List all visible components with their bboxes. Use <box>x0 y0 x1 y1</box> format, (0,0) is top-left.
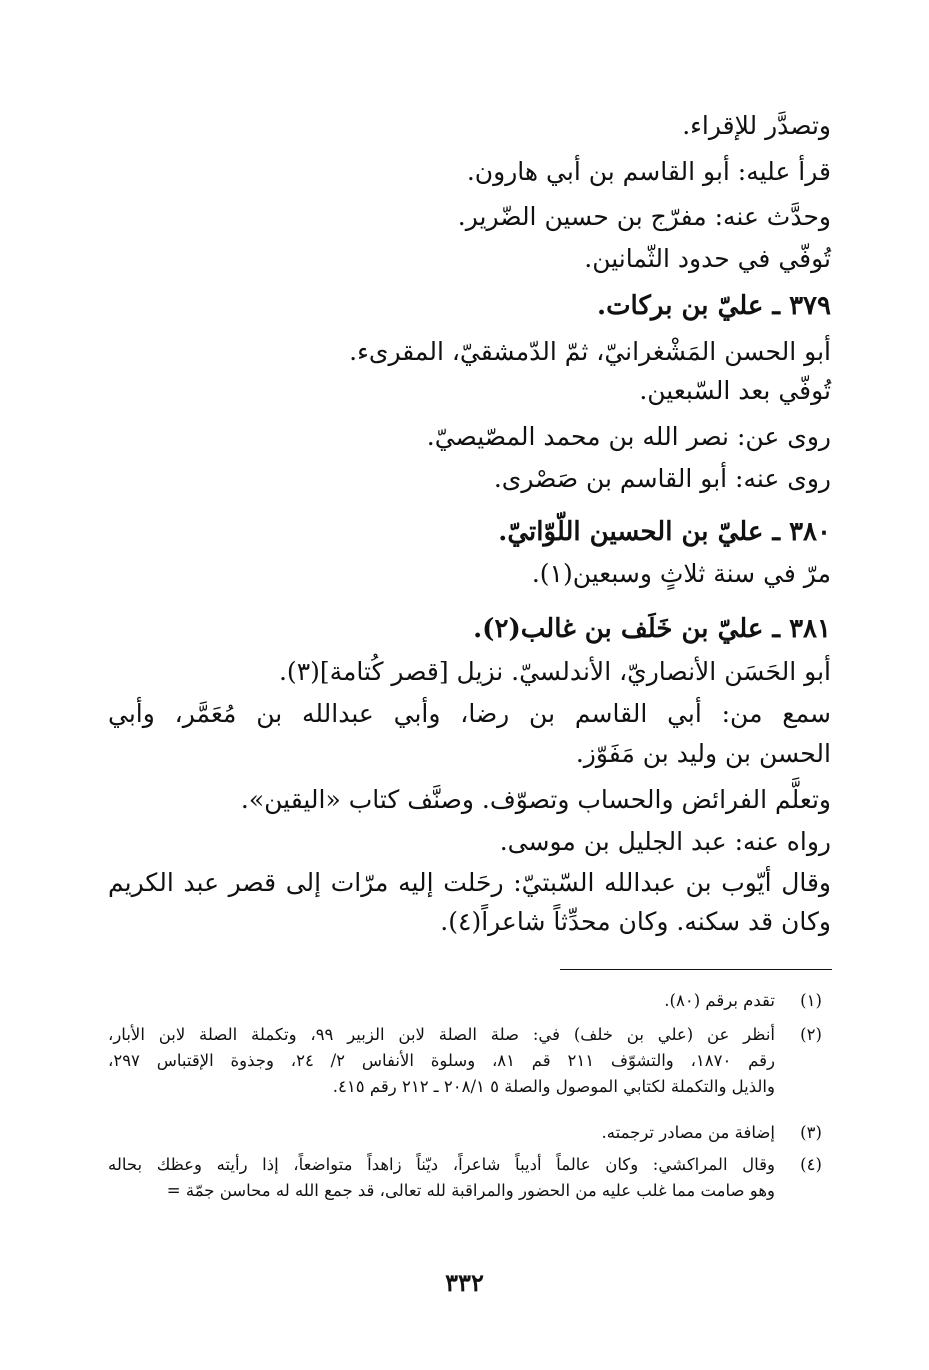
text-line: سمع من: أبي القاسم بن رضا، وأبي عبدالله بن مُعَمَّر، وأبي <box>108 699 831 728</box>
text-line: وحدَّث عنه: مفرّج بن حسين الضّرير. <box>457 202 831 231</box>
footnote-text: وقال المراكشي: وكان عالماً أديباً شاعراً، ديّناً زاهداً متواضعاً، إذا رأيته وعظك بحاله <box>108 1155 775 1174</box>
footnote-text: أنظر عن (علي بن خلف) في: صلة الصلة لابن الزبير ٩٩، وتكملة الصلة لابن الأبار، <box>108 1025 776 1044</box>
footnote <box>108 1120 831 1146</box>
text-line: روى عن: نصر الله بن محمد المصّيصيّ. <box>426 422 831 451</box>
text-line: وتعلَّم الفرائض والحساب وتصوّف. وصنَّف كتاب «اليقين». <box>240 785 831 814</box>
footnote-divider <box>560 969 832 970</box>
entry-heading-381: ٣٨١ ـ عليّ بن خَلَف بن غالب(٢). <box>473 614 831 644</box>
footnote-text: إضافة من مصادر ترجمته. <box>601 1123 775 1142</box>
page-number: ٣٣٢ <box>445 1268 484 1297</box>
footnote-text: تقدم برقم (٨٠). <box>664 991 775 1010</box>
text-line: تُوفّي في حدود الثّمانين. <box>584 244 831 273</box>
entry-heading-380: ٣٨٠ ـ عليّ بن الحسين اللّوّاتيّ. <box>498 517 831 547</box>
text-line: وقال أيّوب بن عبدالله السّبتيّ: رحَلت إليه مرّات إلى قصر عبد الكريم <box>108 868 831 897</box>
footnote <box>108 1022 831 1100</box>
text-line: تُوفّي بعد السّبعين. <box>639 376 831 405</box>
entry-heading-379: ٣٧٩ ـ عليّ بن بركات. <box>597 291 831 321</box>
text-line: أبو الحَسَن الأنصاريّ، الأندلسيّ. نزيل [قصر كُتامة](٣). <box>278 657 831 686</box>
footnote-text: رقم ١٨٧٠، والتشوّف ٢١١ قم ٨١، وسلوة الأنفاس ٢/ ٢٤، وجذوة الإقتباس ٢٩٧، <box>108 1051 775 1070</box>
footnote-number: (٢) <box>800 1025 822 1044</box>
footnote-number: (٣) <box>800 1123 822 1142</box>
footnote <box>108 988 831 1014</box>
text-line: روى عنه: أبو القاسم بن صَصْرى. <box>493 464 831 493</box>
text-line: رواه عنه: عبد الجليل بن موسى. <box>499 827 831 856</box>
text-line: قرأ عليه: أبو القاسم بن أبي هارون. <box>466 157 831 186</box>
footnote-text: والذيل والتكملة لكتابي الموصول والصلة ٥ ٢٠٨/١ ـ ٢١٢ رقم ٤١٥. <box>332 1077 775 1096</box>
text-line: أبو الحسن المَشْغرانيّ، ثمّ الدّمشقيّ، المقرىء. <box>349 337 831 366</box>
text-line: مرّ في سنة ثلاثٍ وسبعين(١). <box>531 559 831 588</box>
text-line: الحسن بن وليد بن مَفَوّز. <box>575 739 831 768</box>
footnote <box>108 1152 831 1204</box>
text-line: وكان قد سكنه. وكان محدِّثاً شاعراً(٤). <box>440 907 831 936</box>
footnote-number: (١) <box>800 991 822 1010</box>
footnote-number: (٤) <box>800 1155 822 1174</box>
footnote-text: وهو صامت مما غلب عليه من الحضور والمراقبة لله تعالى، قد جمع الله له محاسن جمّة = <box>166 1181 775 1200</box>
text-line: وتصدَّر للإقراء. <box>682 111 831 140</box>
